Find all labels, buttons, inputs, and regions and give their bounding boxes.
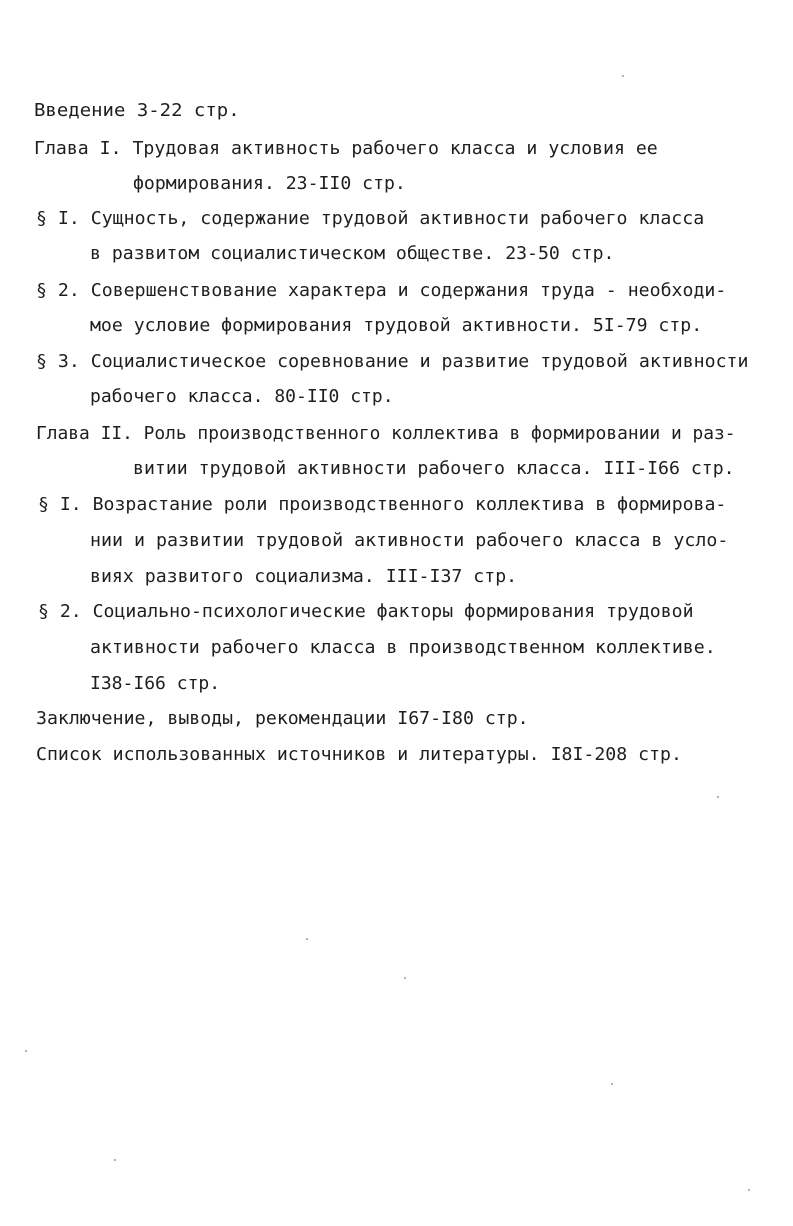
chapter-2-title: Глава II. Роль производственного коллектива в формировании и раз- — [36, 424, 736, 444]
scan-speck — [622, 75, 624, 77]
toc-bibliography: Список использованных источников и литературы. I8I-208 стр. — [36, 745, 682, 765]
chapter-2-title-cont: витии трудовой активности рабочего класса. III-I66 стр. — [133, 459, 735, 479]
chapter-2-section-1-cont-2: виях развитого социализма. III-I37 стр. — [90, 567, 518, 587]
chapter-1-title-cont: формирования. 23-II0 стр. — [133, 174, 406, 194]
chapter-1-section-2-cont: мое условие формирования трудовой активности. 5I-79 стр. — [90, 316, 703, 336]
scan-speck — [404, 977, 406, 979]
chapter-1-section-2: § 2. Совершенствование характера и содержания труда - необходи- — [36, 281, 727, 301]
chapter-2-section-2: § 2. Социально-психологические факторы формирования трудовой — [38, 602, 694, 622]
scan-speck — [306, 938, 308, 940]
chapter-2-section-2-cont: активности рабочего класса в производственном коллективе. — [90, 638, 716, 658]
chapter-1-section-1: § I. Сущность, содержание трудовой активности рабочего класса — [36, 209, 705, 229]
scan-speck — [114, 1159, 116, 1161]
chapter-2-section-2-cont-2: I38-I66 стр. — [90, 674, 221, 694]
toc-intro: Введение 3-22 стр. — [34, 101, 240, 121]
chapter-1-section-1-cont: в развитом социалистическом обществе. 23-50 стр. — [90, 244, 615, 264]
scan-speck — [748, 1189, 750, 1191]
chapter-2-section-1: § I. Возрастание роли производственного коллектива в формирова- — [38, 495, 727, 515]
scan-speck — [611, 1083, 613, 1085]
toc-conclusion: Заключение, выводы, рекомендации I67-I80 стр. — [36, 709, 529, 729]
chapter-2-section-1-cont: нии и развитии трудовой активности рабочего класса в усло- — [90, 531, 729, 551]
chapter-1-title: Глава I. Трудовая активность рабочего класса и условия ее — [34, 139, 658, 159]
scan-speck — [25, 1050, 27, 1052]
chapter-1-section-3-cont: рабочего класса. 80-II0 стр. — [90, 387, 394, 407]
chapter-1-section-3: § 3. Социалистическое соревнование и развитие трудовой активности — [36, 352, 749, 372]
scan-speck — [717, 796, 719, 798]
